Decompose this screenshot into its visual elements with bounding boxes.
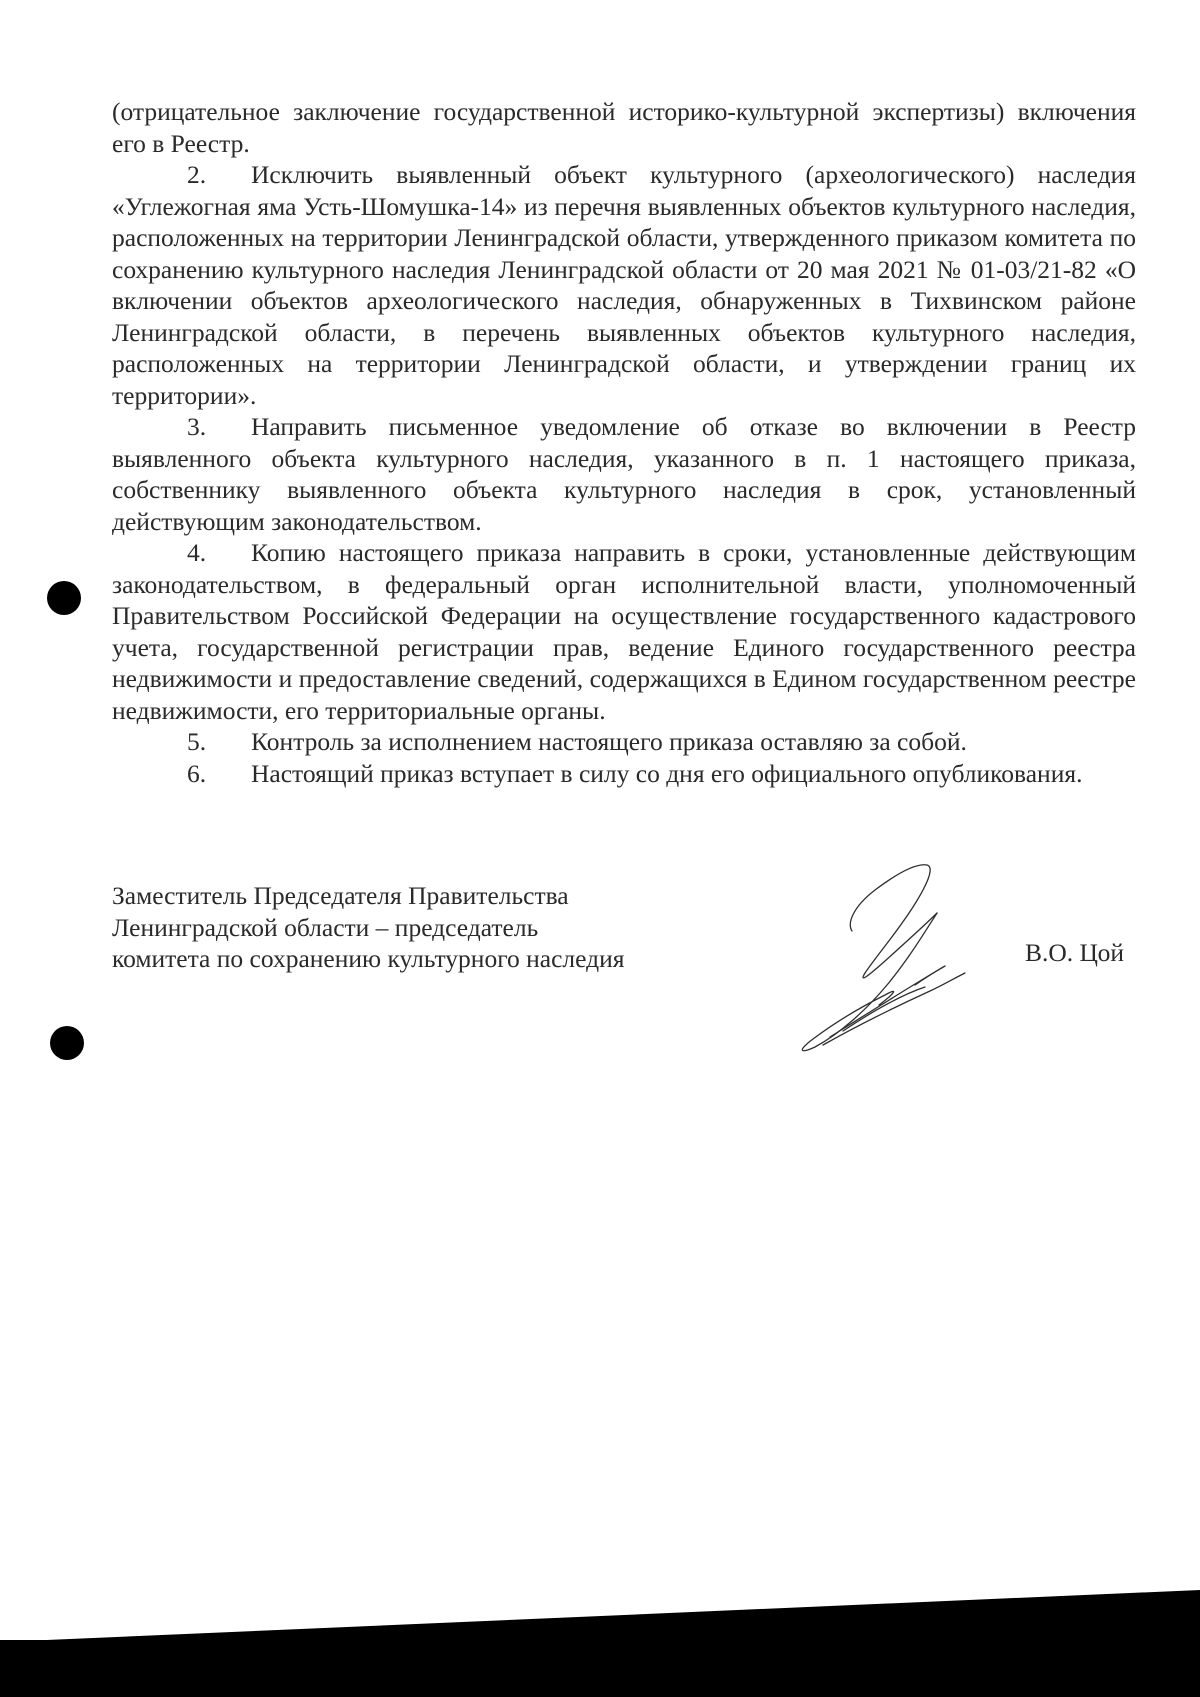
- signatory-title-line: комитета по сохранению культурного наследия: [112, 944, 625, 973]
- signatory-name: В.О. Цой: [1025, 938, 1125, 967]
- item-text: Направить письменное уведомление об отказе во включении в Реестр выявленного объекта культурного наследия, указанного в п. 1 настоящего приказа, собственнику выявленного объекта культурного наследия в срок, установленный действующим законодательством.: [112, 412, 1136, 536]
- signatory-title-line: Заместитель Председателя Правительства: [112, 881, 569, 910]
- item-number: 6.: [187, 758, 207, 788]
- item-3: [112, 411, 1136, 537]
- item-number: 5.: [187, 727, 207, 756]
- item-text: Копию настоящего приказа направить в сроки, установленные действующим законодательством, в федеральный орган исполнительной власти, уполномоченный Правительством Российской Федерации на осуществление государственного кадастрового учета, государственной регистрации прав, ведение Единого государственного реестра недвижимости и предоставление сведений, содержащихся в Едином государственном реестре недвижимости, его территориальные органы.: [112, 538, 1136, 725]
- signatory-title: [112, 880, 625, 975]
- intro-paragraph: (отрицательное заключение государственной историко-культурной экспертизы) включения его в Реестр.: [112, 97, 1136, 158]
- item-number: 3.: [187, 412, 207, 441]
- handwritten-signature: [795, 855, 995, 1055]
- item-text: Контроль за исполнением настоящего приказа оставляю за собой.: [251, 727, 967, 756]
- item-text: Исключить выявленный объект культурного (археологического) наследия «Углежогная яма Усть-Шомушка-14» из перечня выявленных объектов культурного наследия, расположенных на территории Ленинградской области, утвержденного приказом комитета по сохранению культурного наследия Ленинградской области от 20 мая 2021 № 01-03/21-82 «О включении объектов археологического наследия, обнаруженных в Тихвинском районе Ленинградской области, в перечень выявленных объектов культурного наследия, расположенных на территории Ленинградской области, и утверждении границ их территории».: [112, 160, 1136, 410]
- item-number: 2.: [187, 160, 207, 189]
- item-2: [112, 159, 1136, 411]
- item-6: [112, 758, 1136, 790]
- item-5: [112, 726, 1136, 758]
- punch-hole: [50, 1026, 84, 1060]
- scan-border: [0, 1640, 1200, 1697]
- item-number: 4.: [187, 538, 207, 567]
- document-body: [112, 96, 1136, 789]
- item-4: [112, 537, 1136, 726]
- item-text: Настоящий приказ вступает в силу со дня его официального опубликования.: [251, 758, 1083, 788]
- signatory-title-line: Ленинградской области – председатель: [112, 912, 539, 942]
- scan-border: [0, 1590, 1200, 1642]
- punch-hole: [47, 581, 81, 615]
